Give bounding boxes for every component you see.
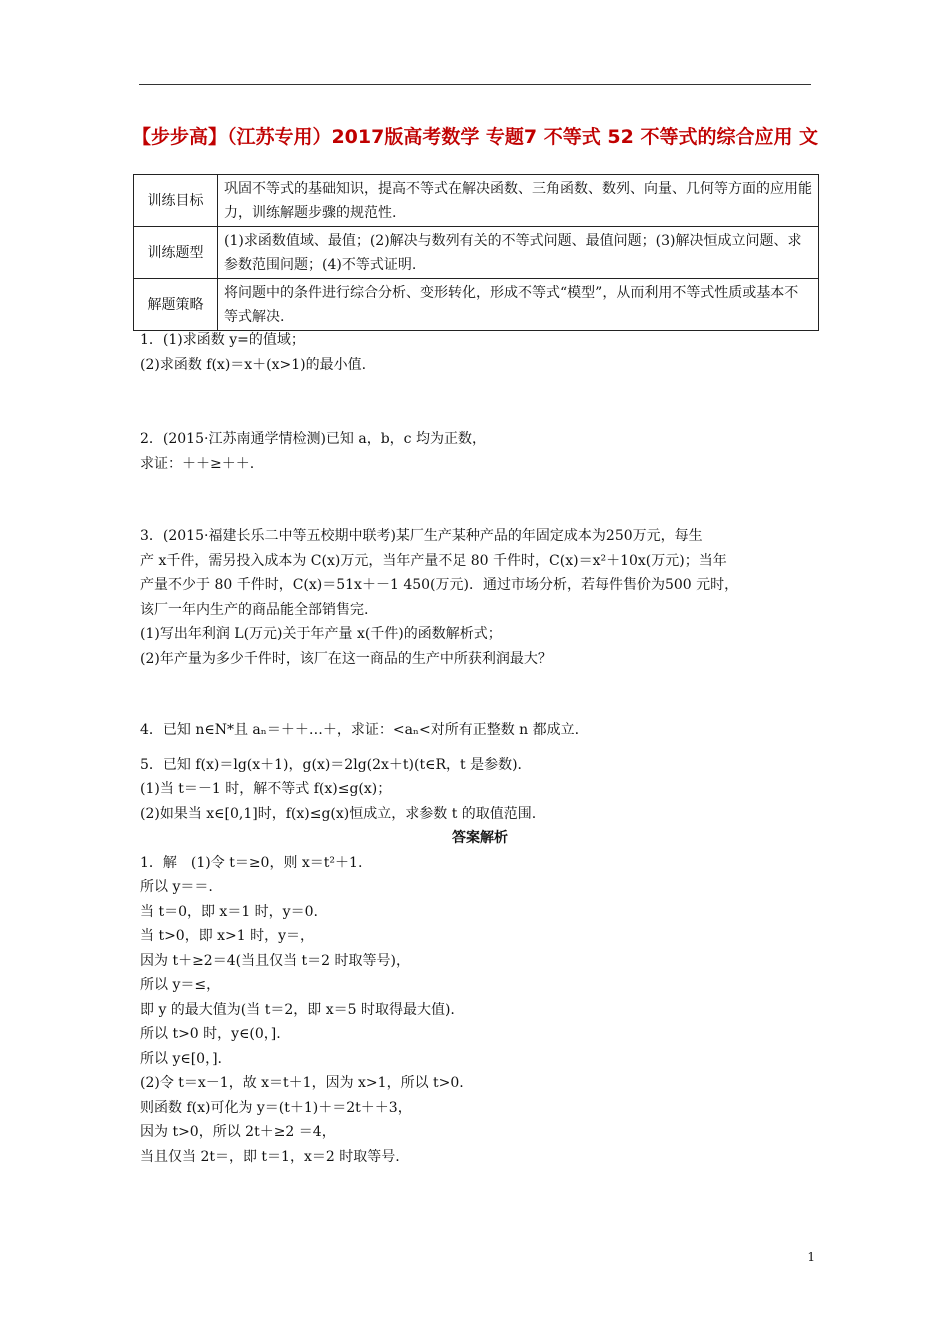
text-line: 即 y 的最大值为(当 t＝2，即 x＝5 时取得最大值). — [140, 1001, 455, 1018]
text-line: (2)年产量为多少千件时，该厂在这一商品的生产中所获利润最大？ — [140, 650, 552, 667]
text-line: 1．(1)求函数 y=的值域； — [140, 332, 305, 348]
answer-heading: 答案解析 — [452, 830, 508, 846]
text-line: 2．(2015·江苏南通学情检测)已知 a，b，c 均为正数， — [140, 431, 486, 447]
row-content: (1)求函数值域、最值；(2)解决与数列有关的不等式问题、最值问题；(3)解决恒成立问题、求参数范围问题；(4)不等式证明. — [218, 227, 819, 279]
text-line: 3．(2015·福建长乐二中等五校期中联考)某厂生产某种产品的年固定成本为250万元，每生 — [140, 528, 703, 544]
row-content: 将问题中的条件进行综合分析、变形转化，形成不等式“模型”，从而利用不等式性质或基本不等式解决. — [218, 279, 819, 331]
problem-4 — [140, 718, 820, 743]
row-content: 巩固不等式的基础知识，提高不等式在解决函数、三角函数、数列、向量、几何等方面的应用能力，训练解题步骤的规范性. — [218, 175, 819, 227]
text-line: 5．已知 f(x)＝lg(x＋1)，g(x)＝2lg(2x＋t)(t∈R，t 是参数)． — [140, 756, 532, 773]
text-line: 4．已知 n∈N*且 aₙ＝＋＋…＋，求证：<aₙ<对所有正整数 n 都成立. — [140, 722, 580, 738]
text-line: 所以 y＝≤， — [140, 977, 221, 993]
text-line: 当 t>0，即 x>1 时，y＝， — [140, 928, 315, 944]
text-line: 所以 t>0 时，y∈(0，]. — [140, 1026, 281, 1042]
table-row — [134, 227, 819, 279]
text-line: 产 x千件，需另投入成本为 C(x)万元，当年产量不足 80 千件时，C(x)＝x²＋10x(万元)；当年 — [140, 552, 727, 569]
row-head: 训练题型 — [134, 227, 218, 279]
text-line: 因为 t>0，所以 2t＋≥2 ＝4， — [140, 1124, 336, 1140]
table-row — [134, 175, 819, 227]
answer-section — [140, 851, 820, 1170]
problem-3 — [140, 524, 820, 671]
page-number: 1 — [807, 1250, 815, 1264]
text-line: (1)写出年利润 L(万元)关于年产量 x(千件)的函数解析式； — [140, 626, 502, 642]
row-head: 训练目标 — [134, 175, 218, 227]
training-table — [133, 174, 819, 331]
text-line: 当 t＝0，即 x＝1 时，y＝0. — [140, 903, 318, 920]
row-head: 解题策略 — [134, 279, 218, 331]
text-line: 当且仅当 2t＝，即 t＝1，x＝2 时取等号. — [140, 1148, 400, 1165]
problem-1 — [140, 328, 820, 377]
problem-5 — [140, 753, 820, 827]
header-rule — [139, 84, 811, 85]
text-line: 求证：＋＋≥＋＋. — [140, 455, 255, 472]
text-line: 该厂一年内生产的商品能全部销售完. — [140, 601, 369, 618]
text-line: 因为 t＋≥2＝4(当且仅当 t＝2 时取等号)， — [140, 952, 410, 969]
text-line: (2)如果当 x∈[0,1]时，f(x)≤g(x)恒成立，求参数 t 的取值范围. — [140, 805, 537, 822]
problem-2 — [140, 427, 820, 476]
text-line: 则函数 f(x)可化为 y＝(t＋1)＋＝2t＋＋3， — [140, 1099, 412, 1116]
text-line: 产量不少于 80 千件时，C(x)＝51x＋－1 450(万元)．通过市场分析，若每件售价为500 元时， — [140, 577, 739, 593]
text-line: 1．解 (1)令 t＝≥0，则 x＝t²＋1. — [140, 854, 363, 871]
document-body — [140, 328, 820, 1169]
text-line: (1)当 t＝－1 时，解不等式 f(x)≤g(x)； — [140, 781, 392, 797]
text-line: 所以 y∈[0，]. — [140, 1050, 223, 1067]
text-line: (2)令 t＝x－1，故 x＝t＋1，因为 x>1，所以 t>0. — [140, 1075, 464, 1091]
table-row — [134, 279, 819, 331]
document-title: 【步步高】（江苏专用）2017版高考数学 专题7 不等式 52 不等式的综合应用 文 — [131, 126, 819, 148]
text-line: (2)求函数 f(x)＝x＋(x>1)的最小值. — [140, 356, 367, 373]
text-line: 所以 y＝＝. — [140, 879, 213, 895]
